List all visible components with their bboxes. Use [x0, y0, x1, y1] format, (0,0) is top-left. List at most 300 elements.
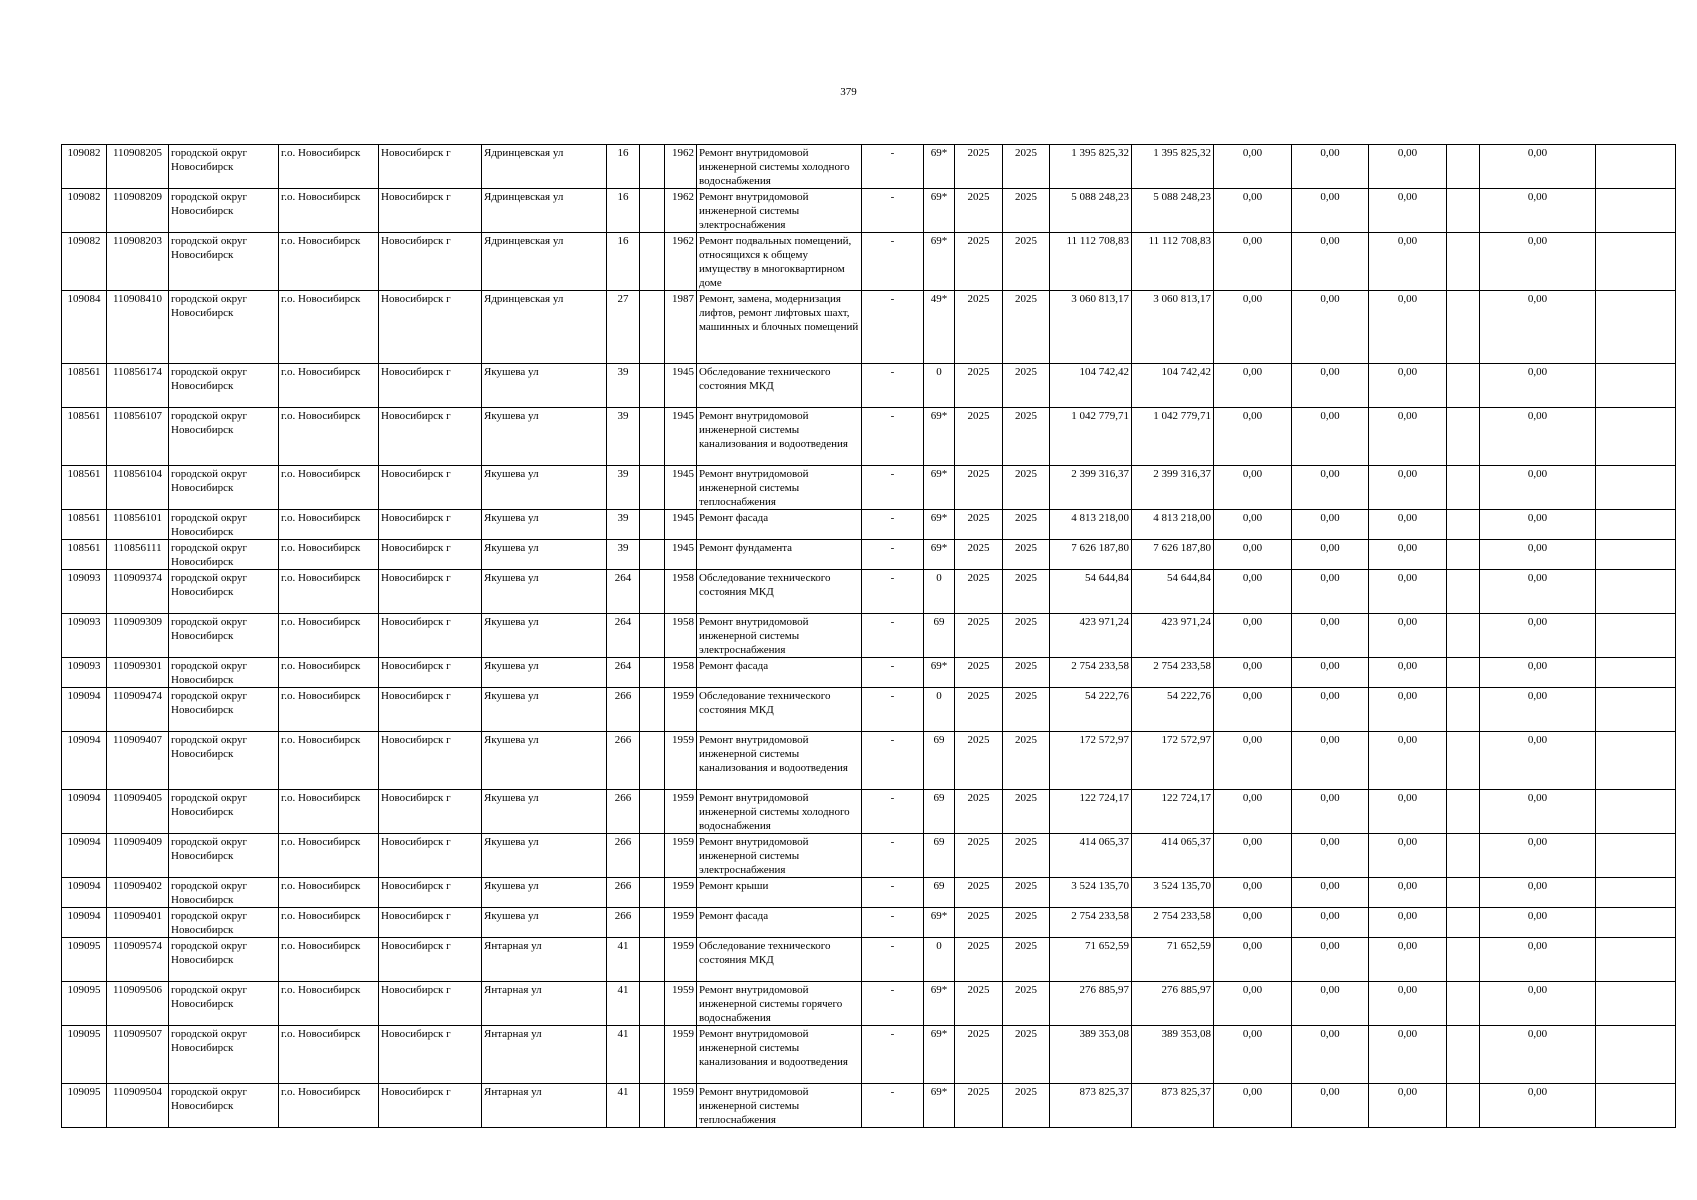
cell-go: г.о. Новосибирск — [279, 790, 379, 834]
cell-y1: 2025 — [955, 790, 1003, 834]
cell-go: г.о. Новосибирск — [279, 364, 379, 408]
cell-total: 7 626 187,80 — [1132, 540, 1214, 570]
cell-y2: 2025 — [1003, 1026, 1050, 1084]
cell-f1: 0,00 — [1214, 1084, 1292, 1128]
cell-f3: 0,00 — [1369, 732, 1447, 790]
cell-work: Ремонт внутридомовой инженерной системы горячего водоснабжения — [697, 982, 862, 1026]
cell-norm: 69* — [924, 1084, 955, 1128]
cell-f3: 0,00 — [1369, 658, 1447, 688]
cell-street: Якушева ул — [482, 878, 607, 908]
cell-f4 — [1447, 189, 1480, 233]
cell-go: г.о. Новосибирск — [279, 189, 379, 233]
cell-year: 1959 — [665, 834, 697, 878]
cell-street: Якушева ул — [482, 658, 607, 688]
cell-work: Обследование технического состояния МКД — [697, 688, 862, 732]
cell-okrug: городской округ Новосибирск — [169, 614, 279, 658]
cell-code: 110909504 — [107, 1084, 169, 1128]
cell-f1: 0,00 — [1214, 291, 1292, 364]
cell-year: 1945 — [665, 510, 697, 540]
cell-f5: 0,00 — [1480, 732, 1596, 790]
cell-code: 110909574 — [107, 938, 169, 982]
cell-f4 — [1447, 1026, 1480, 1084]
cell-y1: 2025 — [955, 1084, 1003, 1128]
cell-dash: - — [862, 1084, 924, 1128]
cell-norm: 0 — [924, 364, 955, 408]
cell-city: Новосибирск г — [379, 466, 482, 510]
cell-y2: 2025 — [1003, 688, 1050, 732]
cell-f3: 0,00 — [1369, 145, 1447, 189]
cell-y2: 2025 — [1003, 938, 1050, 982]
table-row — [62, 364, 1676, 408]
cell-norm: 69* — [924, 658, 955, 688]
cell-f5: 0,00 — [1480, 878, 1596, 908]
table-row — [62, 291, 1676, 364]
table-row — [62, 878, 1676, 908]
cell-y2: 2025 — [1003, 189, 1050, 233]
cell-code: 110909474 — [107, 688, 169, 732]
cell-city: Новосибирск г — [379, 540, 482, 570]
cell-house: 266 — [607, 908, 640, 938]
cell-work: Ремонт фасада — [697, 658, 862, 688]
cell-f3: 0,00 — [1369, 291, 1447, 364]
cell-f1: 0,00 — [1214, 790, 1292, 834]
cell-total: 3 060 813,17 — [1132, 291, 1214, 364]
cell-f2: 0,00 — [1292, 658, 1369, 688]
cell-f2: 0,00 — [1292, 688, 1369, 732]
cell-f2: 0,00 — [1292, 189, 1369, 233]
table-row — [62, 790, 1676, 834]
cell-cost: 2 754 233,58 — [1050, 908, 1132, 938]
cell-f5: 0,00 — [1480, 790, 1596, 834]
cell-city: Новосибирск г — [379, 1084, 482, 1128]
cell-total: 3 524 135,70 — [1132, 878, 1214, 908]
cell-id: 109093 — [62, 658, 107, 688]
table-row — [62, 408, 1676, 466]
table-row — [62, 466, 1676, 510]
cell-cost: 1 395 825,32 — [1050, 145, 1132, 189]
cell-total: 2 754 233,58 — [1132, 908, 1214, 938]
cell-cost: 2 754 233,58 — [1050, 658, 1132, 688]
cell-work: Ремонт внутридомовой инженерной системы холодного водоснабжения — [697, 145, 862, 189]
cell-y2: 2025 — [1003, 1084, 1050, 1128]
cell-y2: 2025 — [1003, 878, 1050, 908]
cell-y1: 2025 — [955, 189, 1003, 233]
cell-extra — [640, 145, 665, 189]
cell-house: 266 — [607, 732, 640, 790]
cell-f3: 0,00 — [1369, 466, 1447, 510]
cell-f3: 0,00 — [1369, 408, 1447, 466]
cell-extra — [640, 510, 665, 540]
cell-f4 — [1447, 466, 1480, 510]
cell-f4 — [1447, 790, 1480, 834]
cell-code: 110908410 — [107, 291, 169, 364]
cell-norm: 0 — [924, 938, 955, 982]
cell-cost: 4 813 218,00 — [1050, 510, 1132, 540]
cell-f2: 0,00 — [1292, 408, 1369, 466]
cell-city: Новосибирск г — [379, 364, 482, 408]
cell-street: Якушева ул — [482, 540, 607, 570]
cell-total: 873 825,37 — [1132, 1084, 1214, 1128]
cell-street: Якушева ул — [482, 688, 607, 732]
cell-city: Новосибирск г — [379, 145, 482, 189]
cell-year: 1959 — [665, 688, 697, 732]
cell-norm: 69* — [924, 233, 955, 291]
cell-y2: 2025 — [1003, 908, 1050, 938]
cell-cost: 389 353,08 — [1050, 1026, 1132, 1084]
cell-street: Якушева ул — [482, 614, 607, 658]
cell-okrug: городской округ Новосибирск — [169, 982, 279, 1026]
cell-go: г.о. Новосибирск — [279, 732, 379, 790]
cell-f2: 0,00 — [1292, 908, 1369, 938]
cell-y1: 2025 — [955, 732, 1003, 790]
cell-y1: 2025 — [955, 658, 1003, 688]
cell-code: 110908205 — [107, 145, 169, 189]
cell-work: Ремонт внутридомовой инженерной системы холодного водоснабжения — [697, 790, 862, 834]
cell-work: Ремонт фасада — [697, 908, 862, 938]
cell-house: 264 — [607, 570, 640, 614]
cell-norm: 69 — [924, 732, 955, 790]
cell-street: Ядринцевская ул — [482, 291, 607, 364]
cell-city: Новосибирск г — [379, 291, 482, 364]
cell-okrug: городской округ Новосибирск — [169, 732, 279, 790]
cell-code: 110909301 — [107, 658, 169, 688]
cell-work: Ремонт внутридомовой инженерной системы канализования и водоотведения — [697, 408, 862, 466]
cell-f6 — [1596, 878, 1676, 908]
cell-f6 — [1596, 908, 1676, 938]
cell-extra — [640, 834, 665, 878]
cell-f4 — [1447, 688, 1480, 732]
cell-f6 — [1596, 189, 1676, 233]
cell-dash: - — [862, 938, 924, 982]
cell-house: 266 — [607, 790, 640, 834]
cell-work: Ремонт подвальных помещений, относящихся к общему имуществу в многоквартирном доме — [697, 233, 862, 291]
cell-id: 108561 — [62, 510, 107, 540]
cell-f1: 0,00 — [1214, 145, 1292, 189]
cell-total: 414 065,37 — [1132, 834, 1214, 878]
cell-f1: 0,00 — [1214, 189, 1292, 233]
cell-f4 — [1447, 233, 1480, 291]
cell-extra — [640, 189, 665, 233]
cell-y1: 2025 — [955, 408, 1003, 466]
cell-work: Обследование технического состояния МКД — [697, 570, 862, 614]
table-row — [62, 510, 1676, 540]
cell-street: Янтарная ул — [482, 1026, 607, 1084]
cell-dash: - — [862, 466, 924, 510]
cell-f5: 0,00 — [1480, 908, 1596, 938]
cell-f1: 0,00 — [1214, 732, 1292, 790]
cell-norm: 69 — [924, 878, 955, 908]
cell-city: Новосибирск г — [379, 834, 482, 878]
cell-f4 — [1447, 614, 1480, 658]
cell-city: Новосибирск г — [379, 1026, 482, 1084]
cell-f6 — [1596, 732, 1676, 790]
cell-f5: 0,00 — [1480, 364, 1596, 408]
cell-street: Янтарная ул — [482, 982, 607, 1026]
cell-extra — [640, 982, 665, 1026]
cell-house: 16 — [607, 189, 640, 233]
cell-go: г.о. Новосибирск — [279, 466, 379, 510]
cell-cost: 5 088 248,23 — [1050, 189, 1132, 233]
cell-go: г.о. Новосибирск — [279, 1026, 379, 1084]
cell-id: 109094 — [62, 834, 107, 878]
cell-cost: 2 399 316,37 — [1050, 466, 1132, 510]
cell-year: 1987 — [665, 291, 697, 364]
cell-f2: 0,00 — [1292, 878, 1369, 908]
cell-f5: 0,00 — [1480, 540, 1596, 570]
cell-extra — [640, 1026, 665, 1084]
cell-f4 — [1447, 658, 1480, 688]
cell-f4 — [1447, 510, 1480, 540]
cell-go: г.о. Новосибирск — [279, 938, 379, 982]
cell-id: 109082 — [62, 233, 107, 291]
cell-go: г.о. Новосибирск — [279, 1084, 379, 1128]
cell-f4 — [1447, 364, 1480, 408]
cell-go: г.о. Новосибирск — [279, 570, 379, 614]
cell-f6 — [1596, 790, 1676, 834]
cell-f3: 0,00 — [1369, 982, 1447, 1026]
cell-dash: - — [862, 1026, 924, 1084]
cell-id: 109094 — [62, 732, 107, 790]
cell-okrug: городской округ Новосибирск — [169, 790, 279, 834]
cell-f4 — [1447, 291, 1480, 364]
cell-okrug: городской округ Новосибирск — [169, 938, 279, 982]
cell-f5: 0,00 — [1480, 658, 1596, 688]
cell-f3: 0,00 — [1369, 834, 1447, 878]
cell-f5: 0,00 — [1480, 688, 1596, 732]
cell-norm: 69 — [924, 834, 955, 878]
cell-f1: 0,00 — [1214, 688, 1292, 732]
cell-go: г.о. Новосибирск — [279, 614, 379, 658]
cell-total: 11 112 708,83 — [1132, 233, 1214, 291]
table-row — [62, 834, 1676, 878]
cell-go: г.о. Новосибирск — [279, 878, 379, 908]
cell-okrug: городской округ Новосибирск — [169, 145, 279, 189]
cell-cost: 7 626 187,80 — [1050, 540, 1132, 570]
cell-f2: 0,00 — [1292, 570, 1369, 614]
cell-street: Янтарная ул — [482, 938, 607, 982]
cell-total: 4 813 218,00 — [1132, 510, 1214, 540]
cell-cost: 11 112 708,83 — [1050, 233, 1132, 291]
cell-y2: 2025 — [1003, 510, 1050, 540]
cell-f5: 0,00 — [1480, 233, 1596, 291]
cell-dash: - — [862, 658, 924, 688]
table-row — [62, 1084, 1676, 1128]
cell-year: 1958 — [665, 658, 697, 688]
cell-go: г.о. Новосибирск — [279, 658, 379, 688]
cell-f3: 0,00 — [1369, 908, 1447, 938]
cell-work: Ремонт внутридомовой инженерной системы канализования и водоотведения — [697, 732, 862, 790]
cell-f6 — [1596, 688, 1676, 732]
cell-house: 41 — [607, 982, 640, 1026]
cell-street: Ядринцевская ул — [482, 189, 607, 233]
cell-f1: 0,00 — [1214, 540, 1292, 570]
cell-city: Новосибирск г — [379, 233, 482, 291]
cell-id: 108561 — [62, 466, 107, 510]
cell-y2: 2025 — [1003, 614, 1050, 658]
cell-code: 110856104 — [107, 466, 169, 510]
cell-y1: 2025 — [955, 540, 1003, 570]
cell-y2: 2025 — [1003, 570, 1050, 614]
cell-f1: 0,00 — [1214, 938, 1292, 982]
cell-f2: 0,00 — [1292, 466, 1369, 510]
cell-f6 — [1596, 145, 1676, 189]
cell-f3: 0,00 — [1369, 1026, 1447, 1084]
cell-work: Ремонт внутридомовой инженерной системы электроснабжения — [697, 614, 862, 658]
cell-dash: - — [862, 570, 924, 614]
cell-y2: 2025 — [1003, 364, 1050, 408]
cell-street: Якушева ул — [482, 732, 607, 790]
cell-okrug: городской округ Новосибирск — [169, 233, 279, 291]
cell-dash: - — [862, 790, 924, 834]
table-row — [62, 938, 1676, 982]
cell-street: Якушева ул — [482, 510, 607, 540]
cell-norm: 69* — [924, 908, 955, 938]
cell-f6 — [1596, 1026, 1676, 1084]
cell-f4 — [1447, 938, 1480, 982]
cell-cost: 3 060 813,17 — [1050, 291, 1132, 364]
cell-cost: 276 885,97 — [1050, 982, 1132, 1026]
cell-work: Ремонт внутридомовой инженерной системы теплоснабжения — [697, 466, 862, 510]
cell-house: 39 — [607, 466, 640, 510]
cell-id: 109094 — [62, 790, 107, 834]
cell-code: 110908209 — [107, 189, 169, 233]
cell-year: 1958 — [665, 614, 697, 658]
cell-id: 108561 — [62, 364, 107, 408]
cell-total: 2 754 233,58 — [1132, 658, 1214, 688]
cell-street: Ядринцевская ул — [482, 233, 607, 291]
cell-go: г.о. Новосибирск — [279, 982, 379, 1026]
cell-id: 109093 — [62, 570, 107, 614]
table-body — [62, 145, 1676, 1128]
cell-f4 — [1447, 834, 1480, 878]
cell-y1: 2025 — [955, 291, 1003, 364]
cell-year: 1945 — [665, 466, 697, 510]
cell-cost: 54 222,76 — [1050, 688, 1132, 732]
cell-norm: 69* — [924, 510, 955, 540]
cell-dash: - — [862, 291, 924, 364]
cell-f6 — [1596, 938, 1676, 982]
cell-f4 — [1447, 408, 1480, 466]
cell-total: 54 222,76 — [1132, 688, 1214, 732]
cell-work: Обследование технического состояния МКД — [697, 364, 862, 408]
cell-f6 — [1596, 658, 1676, 688]
cell-total: 423 971,24 — [1132, 614, 1214, 658]
cell-f1: 0,00 — [1214, 510, 1292, 540]
cell-id: 108561 — [62, 408, 107, 466]
cell-f3: 0,00 — [1369, 189, 1447, 233]
table-row — [62, 908, 1676, 938]
cell-city: Новосибирск г — [379, 658, 482, 688]
cell-f6 — [1596, 540, 1676, 570]
cell-norm: 69 — [924, 790, 955, 834]
cell-okrug: городской округ Новосибирск — [169, 291, 279, 364]
cell-f5: 0,00 — [1480, 938, 1596, 982]
cell-f3: 0,00 — [1369, 878, 1447, 908]
cell-year: 1959 — [665, 1084, 697, 1128]
cell-cost: 1 042 779,71 — [1050, 408, 1132, 466]
cell-f1: 0,00 — [1214, 614, 1292, 658]
cell-id: 109095 — [62, 1084, 107, 1128]
cell-year: 1959 — [665, 908, 697, 938]
cell-work: Ремонт внутридомовой инженерной системы электроснабжения — [697, 834, 862, 878]
cell-year: 1959 — [665, 732, 697, 790]
cell-y1: 2025 — [955, 233, 1003, 291]
cell-extra — [640, 614, 665, 658]
cell-f3: 0,00 — [1369, 540, 1447, 570]
cell-okrug: городской округ Новосибирск — [169, 408, 279, 466]
cell-street: Якушева ул — [482, 790, 607, 834]
cell-f2: 0,00 — [1292, 834, 1369, 878]
cell-year: 1958 — [665, 570, 697, 614]
cell-f6 — [1596, 408, 1676, 466]
cell-house: 16 — [607, 233, 640, 291]
cell-house: 39 — [607, 540, 640, 570]
cell-norm: 69* — [924, 540, 955, 570]
cell-house: 264 — [607, 658, 640, 688]
cell-dash: - — [862, 688, 924, 732]
cell-f1: 0,00 — [1214, 908, 1292, 938]
cell-house: 266 — [607, 688, 640, 732]
cell-f6 — [1596, 466, 1676, 510]
cell-code: 110856174 — [107, 364, 169, 408]
cell-okrug: городской округ Новосибирск — [169, 908, 279, 938]
cell-f3: 0,00 — [1369, 614, 1447, 658]
cell-okrug: городской округ Новосибирск — [169, 1084, 279, 1128]
cell-dash: - — [862, 189, 924, 233]
cell-y1: 2025 — [955, 614, 1003, 658]
cell-f5: 0,00 — [1480, 145, 1596, 189]
cell-city: Новосибирск г — [379, 908, 482, 938]
cell-house: 16 — [607, 145, 640, 189]
cell-code: 110908203 — [107, 233, 169, 291]
cell-cost: 414 065,37 — [1050, 834, 1132, 878]
cell-f6 — [1596, 233, 1676, 291]
cell-extra — [640, 908, 665, 938]
table-row — [62, 982, 1676, 1026]
cell-okrug: городской округ Новосибирск — [169, 688, 279, 732]
cell-id: 109095 — [62, 1026, 107, 1084]
cell-dash: - — [862, 982, 924, 1026]
cell-f2: 0,00 — [1292, 938, 1369, 982]
cell-house: 266 — [607, 878, 640, 908]
cell-okrug: городской округ Новосибирск — [169, 540, 279, 570]
cell-y1: 2025 — [955, 364, 1003, 408]
cell-city: Новосибирск г — [379, 790, 482, 834]
cell-norm: 49* — [924, 291, 955, 364]
cell-f3: 0,00 — [1369, 233, 1447, 291]
cell-f2: 0,00 — [1292, 364, 1369, 408]
cell-f1: 0,00 — [1214, 834, 1292, 878]
cell-street: Якушева ул — [482, 364, 607, 408]
cell-city: Новосибирск г — [379, 982, 482, 1026]
cell-norm: 69* — [924, 408, 955, 466]
cell-y1: 2025 — [955, 688, 1003, 732]
cell-f6 — [1596, 291, 1676, 364]
cell-total: 1 395 825,32 — [1132, 145, 1214, 189]
cell-city: Новосибирск г — [379, 938, 482, 982]
cell-go: г.о. Новосибирск — [279, 834, 379, 878]
cell-f1: 0,00 — [1214, 570, 1292, 614]
cell-city: Новосибирск г — [379, 189, 482, 233]
cell-id: 109093 — [62, 614, 107, 658]
cell-extra — [640, 1084, 665, 1128]
cell-f4 — [1447, 982, 1480, 1026]
cell-code: 110909374 — [107, 570, 169, 614]
cell-go: г.о. Новосибирск — [279, 291, 379, 364]
cell-extra — [640, 938, 665, 982]
cell-work: Ремонт крыши — [697, 878, 862, 908]
cell-y2: 2025 — [1003, 834, 1050, 878]
